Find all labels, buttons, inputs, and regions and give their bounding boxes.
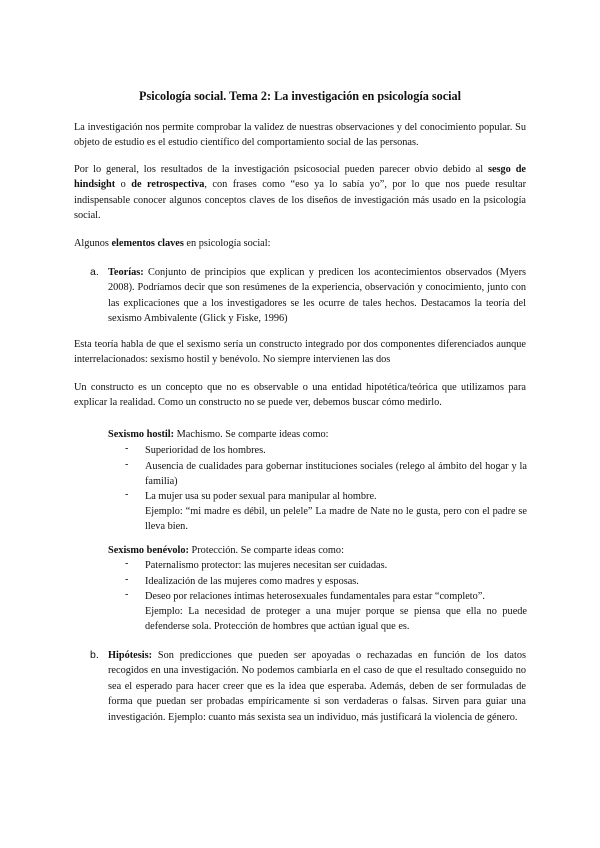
text-run: Protección. Se comparte ideas como: xyxy=(188,545,344,556)
bullet-dash: - xyxy=(125,558,129,569)
example-text: Ejemplo: “mi madre es débil, un pelele” La madre de Nate no le gusta, pero con el padre se lleva bien. xyxy=(145,506,527,533)
construct-paragraph: Un constructo es un concepto que no es observable o una entidad hipotética/teórica que utilizamos para explicar la realidad. Como un constructo no se puede ver, debemos buscar cómo medirlo. xyxy=(74,382,526,409)
text-run: en psicología social: xyxy=(183,238,271,249)
list-item-teorias xyxy=(108,265,526,327)
bold-term: Sexismo hostil: xyxy=(108,429,175,440)
bold-term: elementos claves xyxy=(111,238,184,249)
list-item: La mujer usa su poder sexual para manipular al hombre. xyxy=(145,491,377,502)
text-run: o xyxy=(115,179,132,191)
bold-term: sesgo de hindsight xyxy=(74,164,526,191)
list-item: Ausencia de cualidades para gobernar instituciones sociales (relego al ámbito del hogar y la familia) xyxy=(145,461,527,488)
list-marker-a: a. xyxy=(90,266,99,278)
list-item: Idealización de las mujeres como madres y esposas. xyxy=(145,576,359,587)
list-item: Paternalismo protector: las mujeres necesitan ser cuidadas. xyxy=(145,560,388,571)
text-run: Son predicciones que pueden ser apoyadas o rechazadas en función de los datos recogidos en una investigación. No podemos cambiarla en el caso de que el resultado conseguido no sea el esperado para hacer creer que es la idea que esperaba. Además, deben de ser formuladas de forma que puedan ser probadas empíricamente si son verdaderas o falsas. Sirven para guiar una investigación. Ejemplo: cuanto más sexista sea un individuo, más justificará la violencia de género. xyxy=(108,650,526,723)
text-run: Por lo general, los resultados de la investigación psicosocial pueden parecer obvio debido al xyxy=(74,164,488,175)
list-item-hipotesis xyxy=(108,648,526,725)
theory-paragraph: Esta teoría habla de que el sexismo sería un constructo integrado por dos componentes diferenciados aunque interrelacionados: sexismo hostil y benévolo. No siempre intervienen las dos xyxy=(74,339,526,366)
text-run: Algunos xyxy=(74,238,112,249)
list-marker-b: b. xyxy=(90,649,99,661)
bold-term: de retrospectiva xyxy=(131,179,205,191)
page-title: Psicología social. Tema 2: La investigación en psicología social xyxy=(139,89,461,103)
key-elements-intro xyxy=(74,236,526,251)
bullet-dash: - xyxy=(125,574,129,585)
text-run: Conjunto de principios que explican y predicen los acontecimientos observados (Myers 2008). Podríamos decir que son resúmenes de la experiencia, observación y conocimiento, junto con las explicaciones que a los investigadores se les ocurre de tales hechos. Destacamos la teoría del sexismo Ambivalente (Glick y Fiske, 1996) xyxy=(108,267,526,325)
text-run: Machismo. Se comparte ideas como: xyxy=(174,429,329,440)
bullet-dash: - xyxy=(125,443,129,454)
bullet-dash: - xyxy=(125,489,129,500)
hindsight-paragraph xyxy=(74,162,526,224)
list-item: Deseo por relaciones íntimas heterosexuales fundamentales para estar “completo”. xyxy=(145,591,485,602)
bold-term: Teorías: xyxy=(108,267,144,278)
bold-term: Hipótesis: xyxy=(108,650,153,661)
example-text: Ejemplo: La necesidad de proteger a una mujer porque se piensa que ella no puede defenderse sola. Protección de hombres que actúan igual que es. xyxy=(145,606,527,633)
text-run: , con frases como “eso ya lo sabía yo”, por lo que nos puede resultar indispensable conocer algunos conceptos claves de los diseños de investigación más usado en la psicología social. xyxy=(74,179,526,222)
bold-term: Sexismo benévolo: xyxy=(108,545,189,556)
intro-paragraph: La investigación nos permite comprobar la validez de nuestras observaciones y del conocimiento popular. Su objeto de estudio es el estudio científico del comportamiento social de las personas. xyxy=(74,122,526,149)
bullet-dash: - xyxy=(125,459,129,470)
benevolent-sexism-heading xyxy=(108,543,528,558)
hostile-sexism-heading xyxy=(108,427,528,442)
bullet-dash: - xyxy=(125,589,129,600)
list-item: Superioridad de los hombres. xyxy=(145,445,266,456)
